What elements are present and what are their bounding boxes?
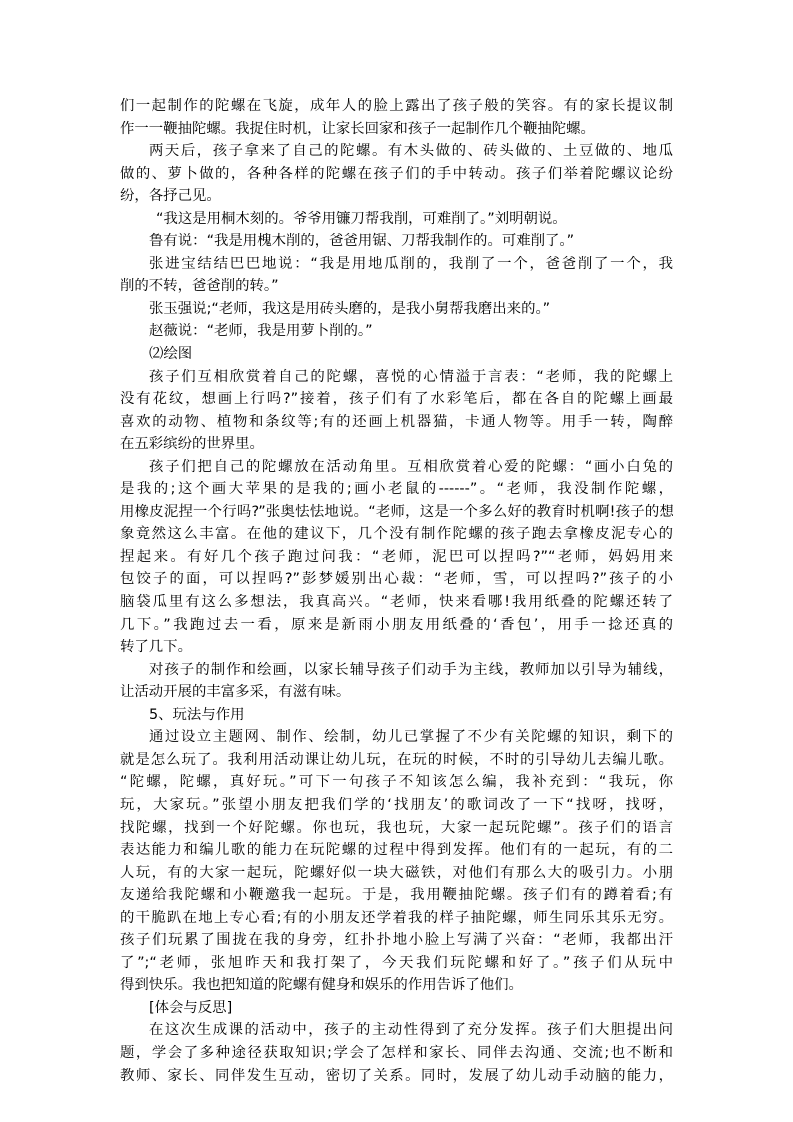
text-line: 的干脆趴在地上专心看;有的小朋友还学着我的样子抽陀螺，师生同乐其乐无穷。 xyxy=(120,909,673,926)
text-line: 张玉强说;“老师，我这是用砖头磨的，是我小舅帮我磨出来的。” xyxy=(149,300,551,317)
text-line: 们一起制作的陀螺在飞旋，成年人的脸上露出了孩子般的笑容。有的家长提议制 xyxy=(120,98,673,114)
text-line: 赵薇说：“老师，我是用萝卜削的。” xyxy=(149,323,373,340)
text-line: 包饺子的面，可以捏吗?”彭梦媛别出心裁：“老师，雪，可以捏吗?”孩子的小 xyxy=(120,571,673,588)
text-line: 教师、家长、同伴发生互动，密切了关系。同时，发展了幼儿动手动脑的能力， xyxy=(120,1067,673,1084)
text-line: 几下。”我跑过去一看，原来是新雨小朋友用纸叠的‘香包’，用手一捻还真的 xyxy=(120,616,673,633)
text-line: 没有花纹，想画上行吗?”接着，孩子们有了水彩笔后，都在各自的陀螺上画最 xyxy=(120,391,673,408)
section-heading: ⑵绘图 xyxy=(149,346,193,363)
text-line: 在五彩缤纷的世界里。 xyxy=(120,436,264,453)
text-line: 让活动开展的丰富多采，有滋有味。 xyxy=(120,684,351,701)
text-line: 玩，大家玩。”张望小朋友把我们学的‘找朋友’的歌词改了一下“找呀，找呀， xyxy=(120,796,673,813)
text-line: 用橡皮泥捏一个行吗?”张奥怯怯地说。“老师，这是一个多么好的教育时机啊!孩子的想 xyxy=(120,503,673,520)
text-line: 在这次生成课的活动中，孩子的主动性得到了充分发挥。孩子们大胆提出问 xyxy=(149,1022,673,1039)
text-line: 作一一鞭抽陀螺。我捉住时机，让家长回家和孩子一起制作几个鞭抽陀螺。 xyxy=(120,120,595,137)
text-line: 做的、萝卜做的，各种各样的陀螺在孩子们的手中转动。孩子们举着陀螺议论纷 xyxy=(120,165,673,182)
text-line: 削的不转，爸爸削的转。” xyxy=(120,278,279,295)
text-line: 转了几下。 xyxy=(120,639,192,656)
section-heading: 5、玩法与作用 xyxy=(149,706,245,723)
text-line: 捏起来。有好几个孩子跑过问我：“老师，泥巴可以捏吗?”“老师，妈妈用来 xyxy=(120,548,673,565)
text-line: 喜欢的动物、植物和条纹等;有的还画上机器猫，卡通人物等。用手一转，陶醉 xyxy=(120,413,673,430)
text-line: 孩子们玩累了围拢在我的身旁，红扑扑地小脸上写满了兴奋：“老师，我都出汗 xyxy=(120,932,673,949)
text-line: 得到快乐。我也把知道的陀螺有健身和娱乐的作用告诉了他们。 xyxy=(120,977,523,994)
text-line: 张进宝结结巴巴地说：“我是用地瓜削的，我削了一个，爸爸削了一个，我 xyxy=(149,255,673,272)
text-line: 纷，各抒己见。 xyxy=(120,188,221,205)
text-line: 脑袋瓜里有这么多想法，我真高兴。“老师，快来看哪!我用纸叠的陀螺还转了 xyxy=(120,594,673,611)
text-line: 题，学会了多种途径获取知识;学会了怎样和家长、同伴去沟通、交流;也不断和 xyxy=(120,1044,673,1061)
text-line: “我这是用桐木刻的。爷爷用镰刀帮我削，可难削了。”刘明朝说。 xyxy=(156,210,567,227)
text-line: 象竟然这么丰富。在他的建议下，几个没有制作陀螺的孩子跑去拿橡皮泥专心的 xyxy=(120,526,673,543)
text-line: 就是怎么玩了。我利用活动课让幼儿玩，在玩的时候，不时的引导幼儿去编儿歌。 xyxy=(120,751,673,768)
text-line: “陀螺，陀螺，真好玩。”可下一句孩子不知该怎么编，我补充到：“我玩，你 xyxy=(120,774,673,791)
text-line: 了”;“老师，张旭昨天和我打架了，今天我们玩陀螺和好了。”孩子们从玩中 xyxy=(120,954,673,971)
text-line: 鲁有说：“我是用槐木削的，爸爸用锯、刀帮我制作的。可难削了。” xyxy=(149,233,575,250)
text-line: 两天后，孩子拿来了自己的陀螺。有木头做的、砖头做的、土豆做的、地瓜 xyxy=(149,143,673,160)
section-heading: [体会与反思] xyxy=(149,999,233,1016)
text-line: 人玩，有的大家一起玩，陀螺好似一块大磁铁，对他们有那么大的吸引力。小朋 xyxy=(120,864,673,881)
text-line: 对孩子的制作和绘画，以家长辅导孩子们动手为主线，教师加以引导为辅线， xyxy=(149,661,673,678)
text-line: 孩子们互相欣赏着自己的陀螺，喜悦的心情溢于言表：“老师，我的陀螺上 xyxy=(149,368,673,385)
text-line: 是我的;这个画大苹果的是我的;画小老鼠的------”。“老师，我没制作陀螺， xyxy=(120,481,673,498)
text-line: 孩子们把自己的陀螺放在活动角里。互相欣赏着心爱的陀螺：“画小白兔的 xyxy=(149,458,673,475)
text-line: 表达能力和编儿歌的能力在玩陀螺的过程中得到发挥。他们有的一起玩，有的二 xyxy=(120,842,673,859)
text-line: 通过设立主题网、制作、绘制，幼儿已掌握了不少有关陀螺的知识，剩下的 xyxy=(149,729,673,746)
text-line: 友递给我陀螺和小鞭邀我一起玩。于是，我用鞭抽陀螺。孩子们有的蹲着看;有 xyxy=(120,887,673,904)
body-text xyxy=(120,95,673,1087)
text-line: 找陀螺，找到一个好陀螺。你也玩，我也玩，大家一起玩陀螺”。孩子们的语言 xyxy=(120,819,673,836)
